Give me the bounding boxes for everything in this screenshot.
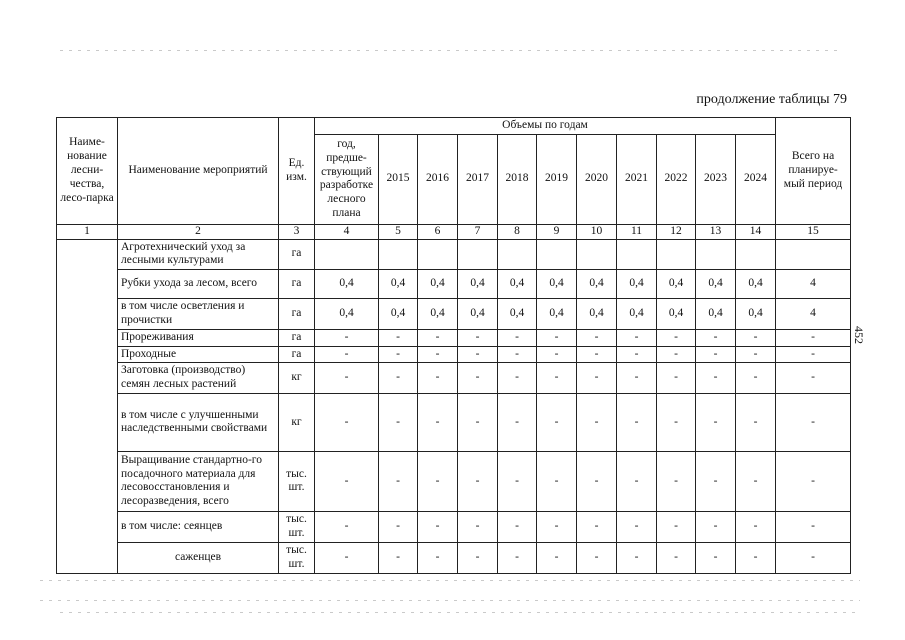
column-number: 12 bbox=[657, 224, 696, 239]
value-cell: - bbox=[537, 451, 577, 511]
total-cell bbox=[776, 239, 851, 270]
value-cell: 0,4 bbox=[498, 270, 537, 299]
scan-noise-bottom-3 bbox=[60, 612, 860, 613]
header-year: 2021 bbox=[617, 134, 657, 224]
unit-cell: тыс. шт. bbox=[279, 542, 315, 573]
value-cell: - bbox=[379, 363, 418, 394]
activity-name-cell: саженцев bbox=[118, 542, 279, 573]
table-row bbox=[57, 299, 851, 330]
value-cell: - bbox=[418, 393, 458, 451]
header-year: 2015 bbox=[379, 134, 418, 224]
value-cell: - bbox=[498, 393, 537, 451]
unit-cell: га bbox=[279, 346, 315, 363]
header-year: 2016 bbox=[418, 134, 458, 224]
value-cell: - bbox=[696, 329, 736, 346]
value-cell: - bbox=[696, 542, 736, 573]
value-cell: - bbox=[657, 511, 696, 542]
value-cell bbox=[577, 239, 617, 270]
value-cell: - bbox=[736, 393, 776, 451]
table-row bbox=[57, 542, 851, 573]
scan-noise-bottom-2 bbox=[40, 600, 860, 601]
value-cell: - bbox=[498, 511, 537, 542]
value-cell: - bbox=[379, 542, 418, 573]
value-cell bbox=[458, 239, 498, 270]
value-cell: - bbox=[736, 363, 776, 394]
unit-cell: кг bbox=[279, 363, 315, 394]
value-cell: - bbox=[657, 329, 696, 346]
value-cell: - bbox=[617, 346, 657, 363]
column-number: 9 bbox=[537, 224, 577, 239]
value-cell: - bbox=[577, 393, 617, 451]
value-cell: - bbox=[617, 393, 657, 451]
table-row bbox=[57, 393, 851, 451]
header-year: 2024 bbox=[736, 134, 776, 224]
unit-cell: кг bbox=[279, 393, 315, 451]
header-volumes-by-year: Объемы по годам bbox=[315, 118, 776, 135]
activity-name-cell: Агротехнический уход за лесными культурами bbox=[118, 239, 279, 270]
table-row bbox=[57, 346, 851, 363]
total-cell: - bbox=[776, 511, 851, 542]
unit-cell: га bbox=[279, 270, 315, 299]
value-cell bbox=[736, 239, 776, 270]
unit-cell: тыс. шт. bbox=[279, 451, 315, 511]
column-number: 14 bbox=[736, 224, 776, 239]
unit-cell: га bbox=[279, 239, 315, 270]
value-cell: - bbox=[657, 542, 696, 573]
total-cell: 4 bbox=[776, 299, 851, 330]
activity-name-cell: Прореживания bbox=[118, 329, 279, 346]
total-cell: - bbox=[776, 542, 851, 573]
value-cell: - bbox=[315, 451, 379, 511]
value-cell: - bbox=[458, 329, 498, 346]
value-cell: - bbox=[617, 542, 657, 573]
value-cell: - bbox=[418, 451, 458, 511]
value-cell: - bbox=[577, 363, 617, 394]
total-cell: - bbox=[776, 329, 851, 346]
value-cell: - bbox=[537, 363, 577, 394]
value-cell: 0,4 bbox=[617, 299, 657, 330]
value-cell bbox=[498, 239, 537, 270]
value-cell: 0,4 bbox=[379, 270, 418, 299]
value-cell: - bbox=[418, 346, 458, 363]
value-cell: - bbox=[736, 451, 776, 511]
value-cell: - bbox=[577, 346, 617, 363]
value-cell: - bbox=[617, 511, 657, 542]
value-cell: 0,4 bbox=[458, 299, 498, 330]
scan-noise-bottom-1 bbox=[40, 580, 860, 581]
value-cell: - bbox=[657, 451, 696, 511]
value-cell: 0,4 bbox=[418, 299, 458, 330]
header-year: 2020 bbox=[577, 134, 617, 224]
value-cell: 0,4 bbox=[696, 270, 736, 299]
value-cell: - bbox=[315, 346, 379, 363]
value-cell: - bbox=[458, 511, 498, 542]
value-cell: 0,4 bbox=[617, 270, 657, 299]
header-year: 2019 bbox=[537, 134, 577, 224]
value-cell: - bbox=[315, 511, 379, 542]
column-number: 3 bbox=[279, 224, 315, 239]
value-cell: - bbox=[617, 329, 657, 346]
value-cell: 0,4 bbox=[418, 270, 458, 299]
value-cell bbox=[379, 239, 418, 270]
header-prev-year: год, предше-ствующий разработке лесного плана bbox=[315, 134, 379, 224]
value-cell: - bbox=[736, 511, 776, 542]
table-row bbox=[57, 511, 851, 542]
value-cell: - bbox=[418, 542, 458, 573]
column-number: 6 bbox=[418, 224, 458, 239]
header-year: 2022 bbox=[657, 134, 696, 224]
table-row bbox=[57, 451, 851, 511]
header-activity-name: Наименование мероприятий bbox=[118, 118, 279, 225]
activity-name-cell: Рубки ухода за лесом, всего bbox=[118, 270, 279, 299]
value-cell: - bbox=[498, 329, 537, 346]
activity-name-cell: Заготовка (производство) семян лесных растений bbox=[118, 363, 279, 394]
value-cell: - bbox=[537, 393, 577, 451]
value-cell: 0,4 bbox=[657, 270, 696, 299]
header-year: 2017 bbox=[458, 134, 498, 224]
page-number: 452 bbox=[852, 326, 866, 344]
column-number: 1 bbox=[57, 224, 118, 239]
value-cell: - bbox=[657, 363, 696, 394]
value-cell bbox=[315, 239, 379, 270]
value-cell: - bbox=[696, 346, 736, 363]
column-number: 10 bbox=[577, 224, 617, 239]
value-cell: - bbox=[315, 542, 379, 573]
column-number: 2 bbox=[118, 224, 279, 239]
value-cell bbox=[696, 239, 736, 270]
value-cell: - bbox=[736, 346, 776, 363]
column-number: 5 bbox=[379, 224, 418, 239]
column-number-row bbox=[57, 224, 851, 239]
value-cell: - bbox=[696, 451, 736, 511]
value-cell: - bbox=[379, 346, 418, 363]
activity-name-cell: в том числе осветления и прочистки bbox=[118, 299, 279, 330]
unit-cell: тыс. шт. bbox=[279, 511, 315, 542]
value-cell: - bbox=[537, 542, 577, 573]
value-cell: 0,4 bbox=[736, 299, 776, 330]
value-cell bbox=[657, 239, 696, 270]
value-cell: - bbox=[379, 329, 418, 346]
value-cell: 0,4 bbox=[458, 270, 498, 299]
value-cell: - bbox=[458, 542, 498, 573]
column-number: 13 bbox=[696, 224, 736, 239]
unit-cell: га bbox=[279, 299, 315, 330]
value-cell: - bbox=[418, 511, 458, 542]
value-cell: - bbox=[418, 329, 458, 346]
value-cell: - bbox=[696, 393, 736, 451]
value-cell: - bbox=[537, 329, 577, 346]
value-cell: - bbox=[537, 511, 577, 542]
total-cell: 4 bbox=[776, 270, 851, 299]
forest-activities-table bbox=[56, 117, 851, 574]
value-cell: - bbox=[379, 393, 418, 451]
value-cell: 0,4 bbox=[577, 299, 617, 330]
header-total-period: Всего на планируе-мый период bbox=[776, 118, 851, 225]
value-cell bbox=[537, 239, 577, 270]
value-cell: 0,4 bbox=[498, 299, 537, 330]
total-cell: - bbox=[776, 393, 851, 451]
forestry-name-cell bbox=[57, 239, 118, 573]
value-cell: - bbox=[458, 451, 498, 511]
value-cell: - bbox=[498, 451, 537, 511]
value-cell: - bbox=[379, 451, 418, 511]
value-cell: - bbox=[418, 363, 458, 394]
value-cell: 0,4 bbox=[315, 270, 379, 299]
value-cell: - bbox=[657, 346, 696, 363]
value-cell: - bbox=[537, 346, 577, 363]
value-cell: - bbox=[736, 329, 776, 346]
activity-name-cell: Проходные bbox=[118, 346, 279, 363]
column-number: 4 bbox=[315, 224, 379, 239]
value-cell: 0,4 bbox=[736, 270, 776, 299]
column-number: 8 bbox=[498, 224, 537, 239]
header-year: 2018 bbox=[498, 134, 537, 224]
value-cell: - bbox=[498, 363, 537, 394]
value-cell: - bbox=[315, 393, 379, 451]
table-continuation-caption: продолжение таблицы 79 bbox=[696, 92, 847, 107]
value-cell: - bbox=[458, 363, 498, 394]
activity-name-cell: в том числе: сеянцев bbox=[118, 511, 279, 542]
total-cell: - bbox=[776, 451, 851, 511]
total-cell: - bbox=[776, 346, 851, 363]
value-cell: - bbox=[577, 511, 617, 542]
value-cell: - bbox=[657, 393, 696, 451]
value-cell: 0,4 bbox=[379, 299, 418, 330]
header-unit: Ед. изм. bbox=[279, 118, 315, 225]
value-cell: - bbox=[696, 511, 736, 542]
value-cell: - bbox=[577, 329, 617, 346]
value-cell: - bbox=[696, 363, 736, 394]
column-number: 15 bbox=[776, 224, 851, 239]
activity-name-cell: Выращивание стандартно-го посадочного материала для лесовосстановления и лесоразведения, всего bbox=[118, 451, 279, 511]
header-forestry-name: Наиме-нование лесни-чества, лесо-парка bbox=[57, 118, 118, 225]
value-cell: 0,4 bbox=[537, 270, 577, 299]
value-cell: - bbox=[458, 346, 498, 363]
value-cell bbox=[418, 239, 458, 270]
value-cell: - bbox=[617, 451, 657, 511]
value-cell: - bbox=[577, 542, 617, 573]
value-cell: - bbox=[315, 363, 379, 394]
value-cell: - bbox=[577, 451, 617, 511]
column-number: 11 bbox=[617, 224, 657, 239]
table-row bbox=[57, 270, 851, 299]
scan-noise-top bbox=[60, 50, 840, 51]
value-cell: - bbox=[498, 542, 537, 573]
value-cell: - bbox=[458, 393, 498, 451]
table-row bbox=[57, 363, 851, 394]
value-cell: 0,4 bbox=[577, 270, 617, 299]
value-cell: - bbox=[315, 329, 379, 346]
value-cell: - bbox=[379, 511, 418, 542]
column-number: 7 bbox=[458, 224, 498, 239]
value-cell: 0,4 bbox=[537, 299, 577, 330]
header-year: 2023 bbox=[696, 134, 736, 224]
table-row bbox=[57, 239, 851, 270]
table-row bbox=[57, 329, 851, 346]
value-cell: - bbox=[736, 542, 776, 573]
value-cell: 0,4 bbox=[657, 299, 696, 330]
total-cell: - bbox=[776, 363, 851, 394]
value-cell: 0,4 bbox=[696, 299, 736, 330]
value-cell: - bbox=[498, 346, 537, 363]
unit-cell: га bbox=[279, 329, 315, 346]
activity-name-cell: в том числе с улучшенными наследственными свойствами bbox=[118, 393, 279, 451]
value-cell: - bbox=[617, 363, 657, 394]
value-cell: 0,4 bbox=[315, 299, 379, 330]
value-cell bbox=[617, 239, 657, 270]
